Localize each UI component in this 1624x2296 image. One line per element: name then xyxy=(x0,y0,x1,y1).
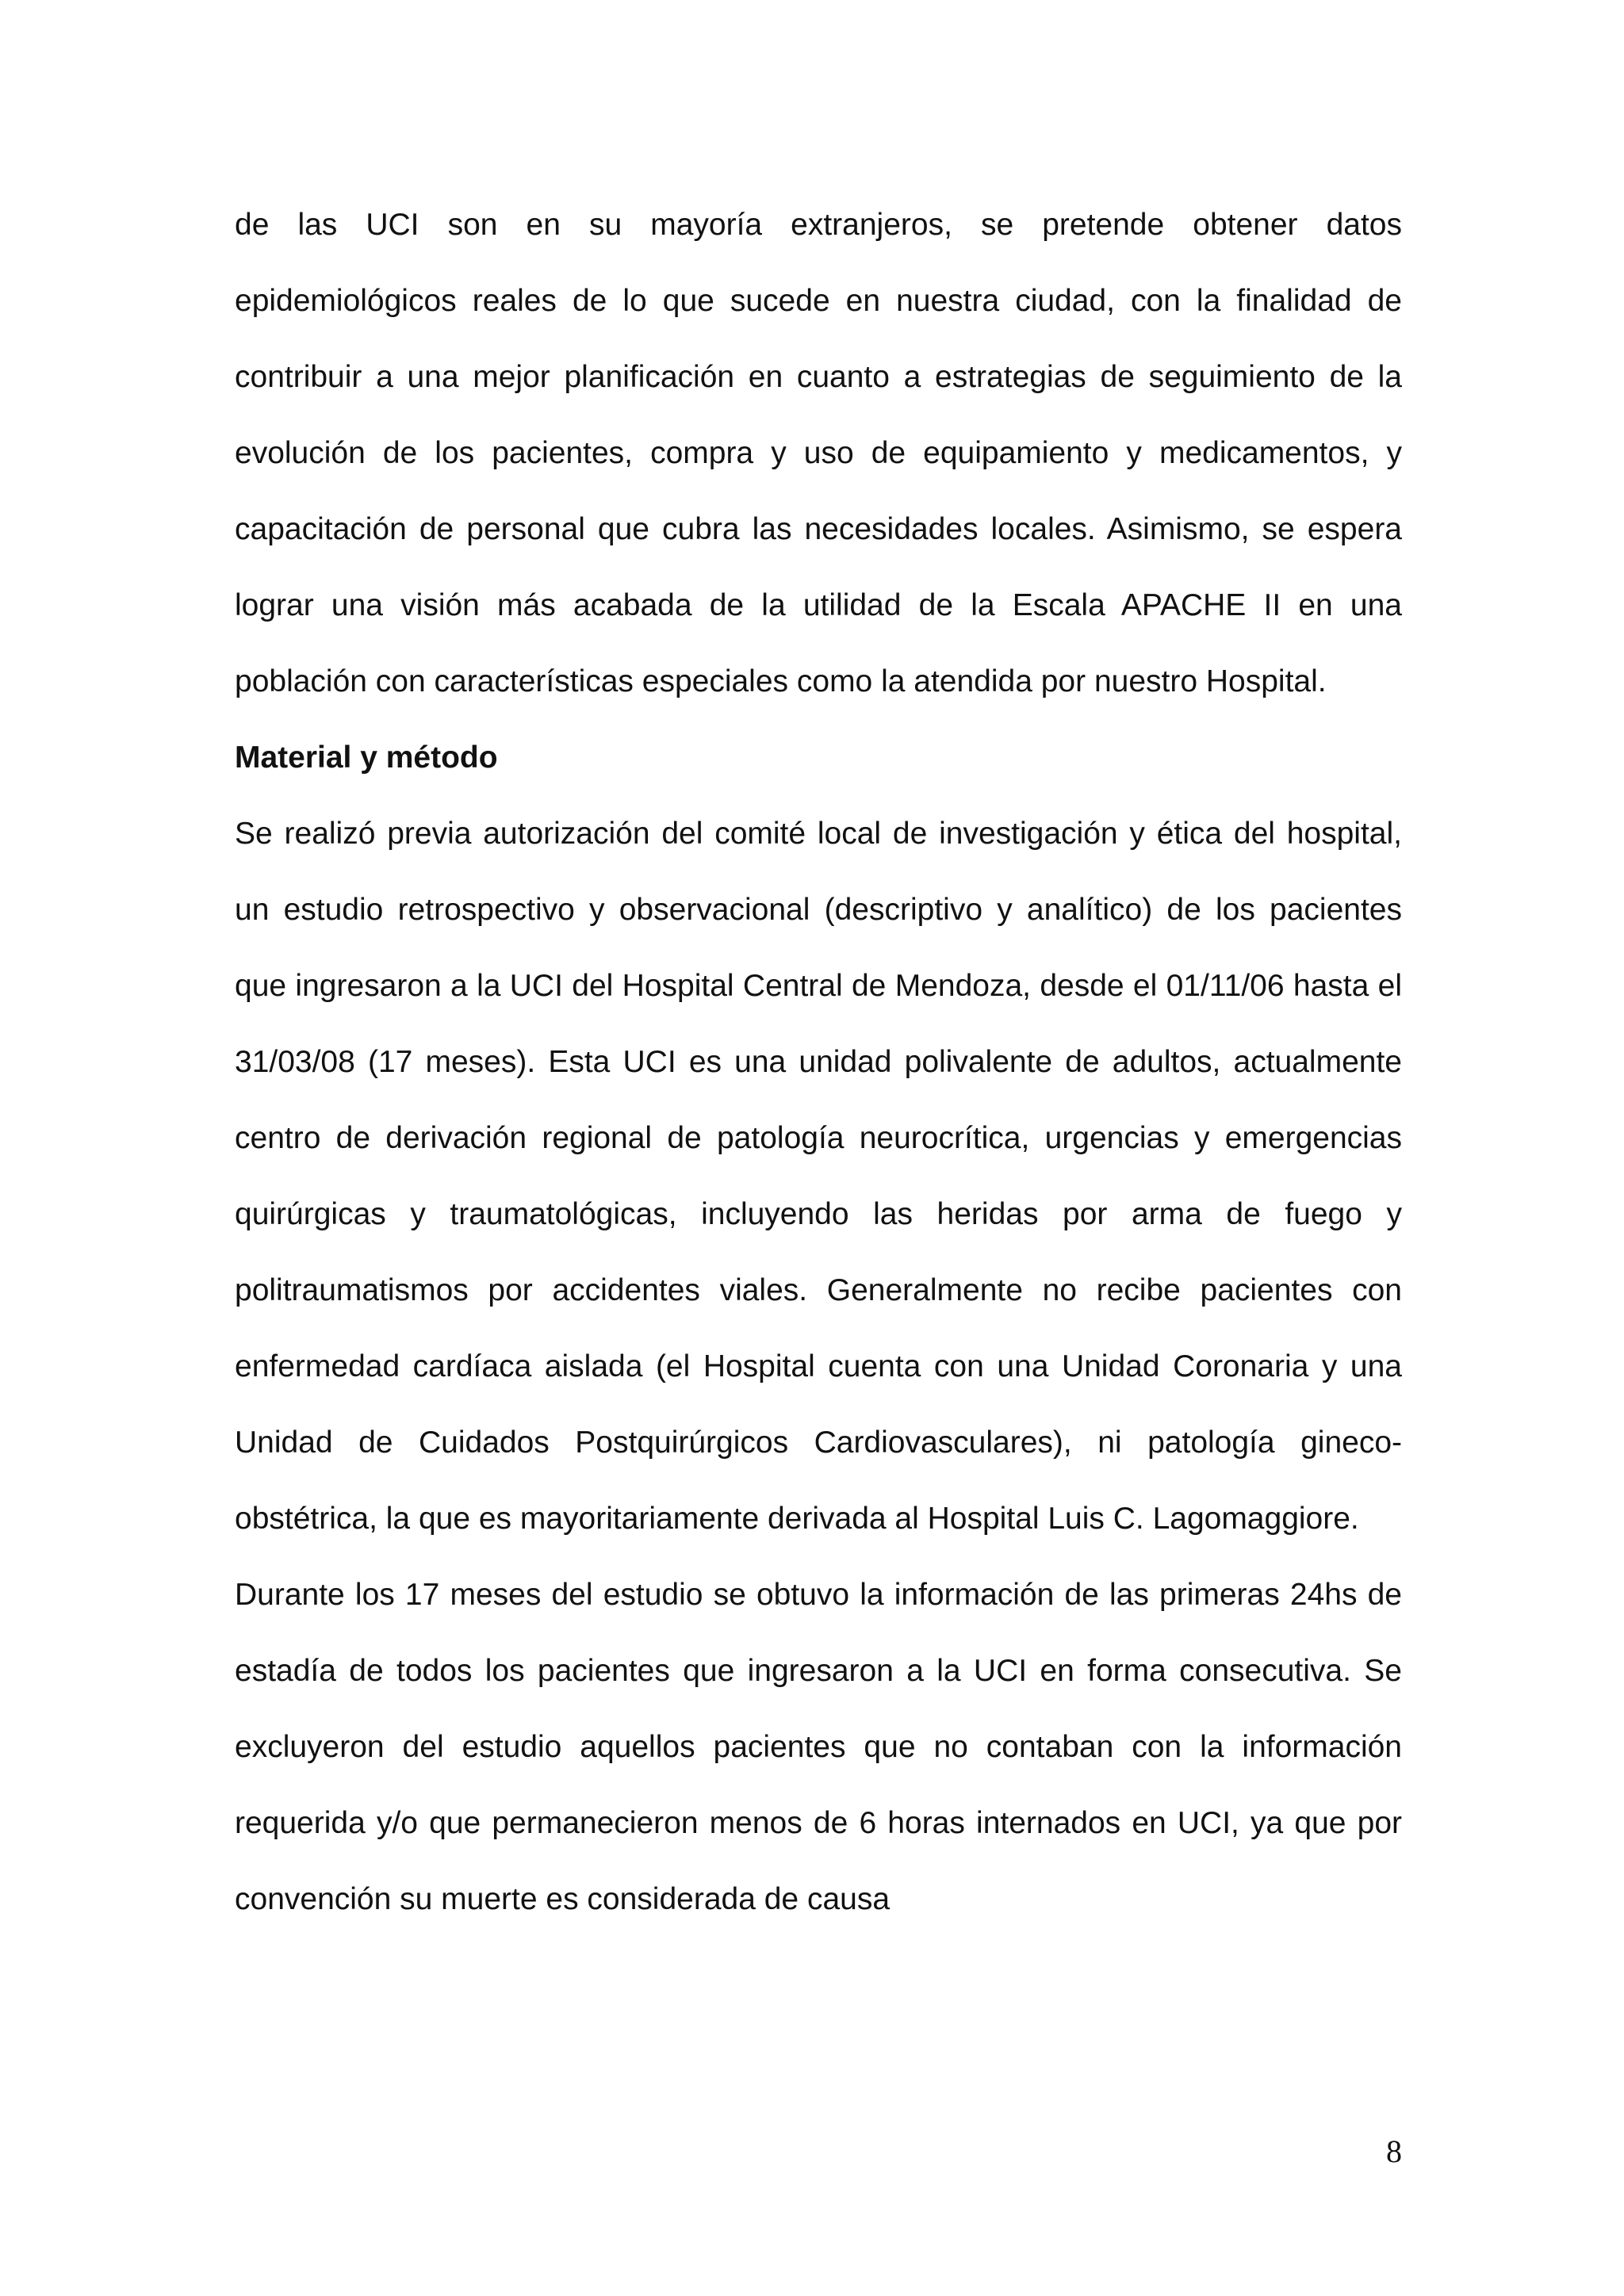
section-heading: Material y método xyxy=(235,740,498,775)
intro-paragraph: de las UCI son en su mayoría extranjeros, se pretende obtener datos epidemiológicos reales de lo que sucede en nuestra ciudad, con la finalidad de contribuir a una mejor planificación en cuanto a estrategias de seguimiento de la evolución de los pacientes, compra y uso de equipamiento y medicamentos, y capacitación de personal que cubra las necesidades locales. Asimismo, se espera lograr una visión más acabada de la utilidad de la Escala APACHE II en una población con características especiales como la atendida por nuestro Hospital. xyxy=(235,208,1402,698)
study-paragraph: Durante los 17 meses del estudio se obtuvo la información de las primeras 24hs de estadía de todos los pacientes que ingresaron a la UCI en forma consecutiva. Se excluyeron del estudio aquellos pacientes que no contaban con la información requerida y/o que permanecieron menos de 6 horas internados en UCI, ya que por convención su muerte es considerada de causa xyxy=(235,1578,1402,1916)
methods-paragraph: Se realizó previa autorización del comité local de investigación y ética del hospital, un estudio retrospectivo y observacional (descriptivo y analítico) de los pacientes que ingresaron a la UCI del Hospital Central de Mendoza, desde el 01/11/06 hasta el 31/03/08 (17 meses). Esta UCI es una unidad polivalente de adultos, actualmente centro de derivación regional de patología neurocrítica, urgencias y emergencias quirúrgicas y traumatológicas, incluyendo las heridas por arma de fuego y politraumatismos por accidentes viales. Generalmente no recibe pacientes con enfermedad cardíaca aislada (el Hospital cuenta con una Unidad Coronaria y una Unidad de Cuidados Postquirúrgicos Cardiovasculares), ni patología gineco-obstétrica, la que es mayoritariamente derivada al Hospital Luis C. Lagomaggiore. xyxy=(235,817,1402,1536)
document-body xyxy=(235,187,1402,1938)
page-number: 8 xyxy=(1386,2133,1402,2169)
